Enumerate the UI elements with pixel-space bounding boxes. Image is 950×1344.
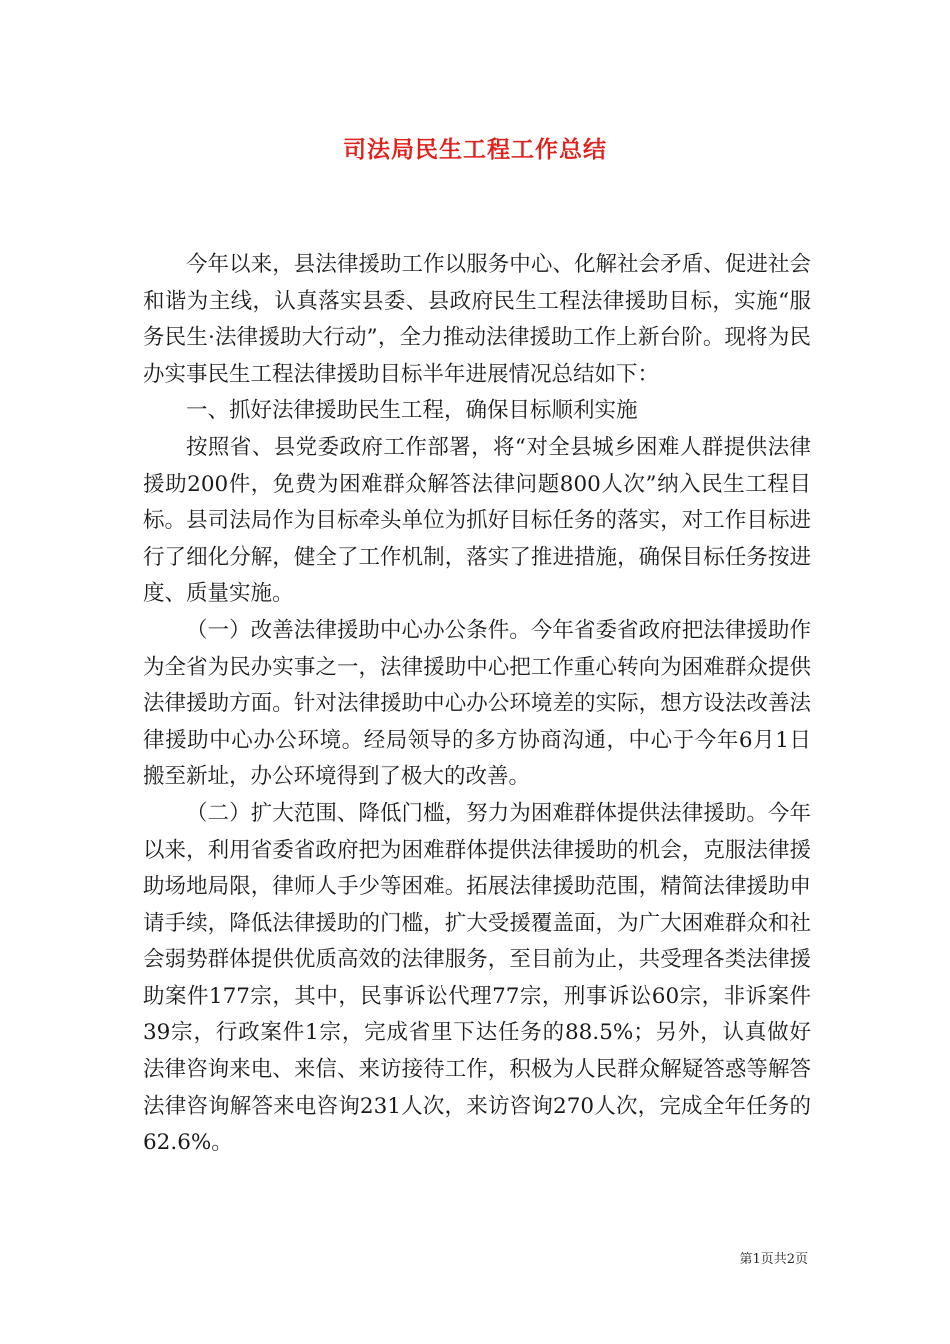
paragraph-office-conditions: （一）改善法律援助中心办公条件。今年省委省政府把法律援助作为全省为民办实事之一，法律援助中心把工作重心转向为困难群众提供法律援助方面。针对法律援助中心办公环境差的实际，想方设法改善法律援助中心办公环境。经局领导的多方协商沟通，中心于今年6月1日搬至新址，办公环境得到了极大的改善。 — [143, 617, 811, 790]
paragraph-target: 按照省、县党委政府工作部署，将“对全县城乡困难人群提供法律援助200件，免费为困难群众解答法律问题800人次”纳入民生工程目标。县司法局作为目标牵头单位为抓好目标任务的落实，对工作目标进行了细化分解，健全了工作机制，落实了推进措施，确保目标任务按进度、质量实施。 — [143, 434, 811, 607]
document-title: 司法局民生工程工作总结 — [343, 137, 607, 163]
paragraph-intro: 今年以来，县法律援助工作以服务中心、化解社会矛盾、促进社会和谐为主线，认真落实县委、县政府民生工程法律援助目标，实施“服务民生·法律援助大行动”，全力推动法律援助工作上新台阶。现将为民办实事民生工程法律援助目标半年进展情况总结如下： — [143, 252, 811, 387]
document-body — [143, 247, 811, 1162]
page-number: 第1页共2页 — [739, 1252, 808, 1267]
section-heading-1: 一、抓好法律援助民生工程，确保目标顺利实施 — [186, 398, 638, 424]
paragraph-expand-scope: （二）扩大范围、降低门槛，努力为困难群体提供法律援助。今年以来，利用省委省政府把为困难群体提供法律援助的机会，克服法律援助场地局限，律师人手少等困难。拓展法律援助范围，精简法律援助申请手续，降低法律援助的门槛，扩大受援覆盖面，为广大困难群众和社会弱势群体提供优质高效的法律服务，至目前为止，共受理各类法律援助案件177宗，其中，民事诉讼代理77宗，刑事诉讼60宗，非诉案件39宗，行政案件1宗，完成省里下达任务的88.5%；另外，认真做好法律咨询来电、来信、来访接待工作，积极为人民群众解疑答惑等解答法律咨询解答来电咨询231人次，来访咨询270人次，完成全年任务的62.6%。 — [143, 800, 811, 1156]
